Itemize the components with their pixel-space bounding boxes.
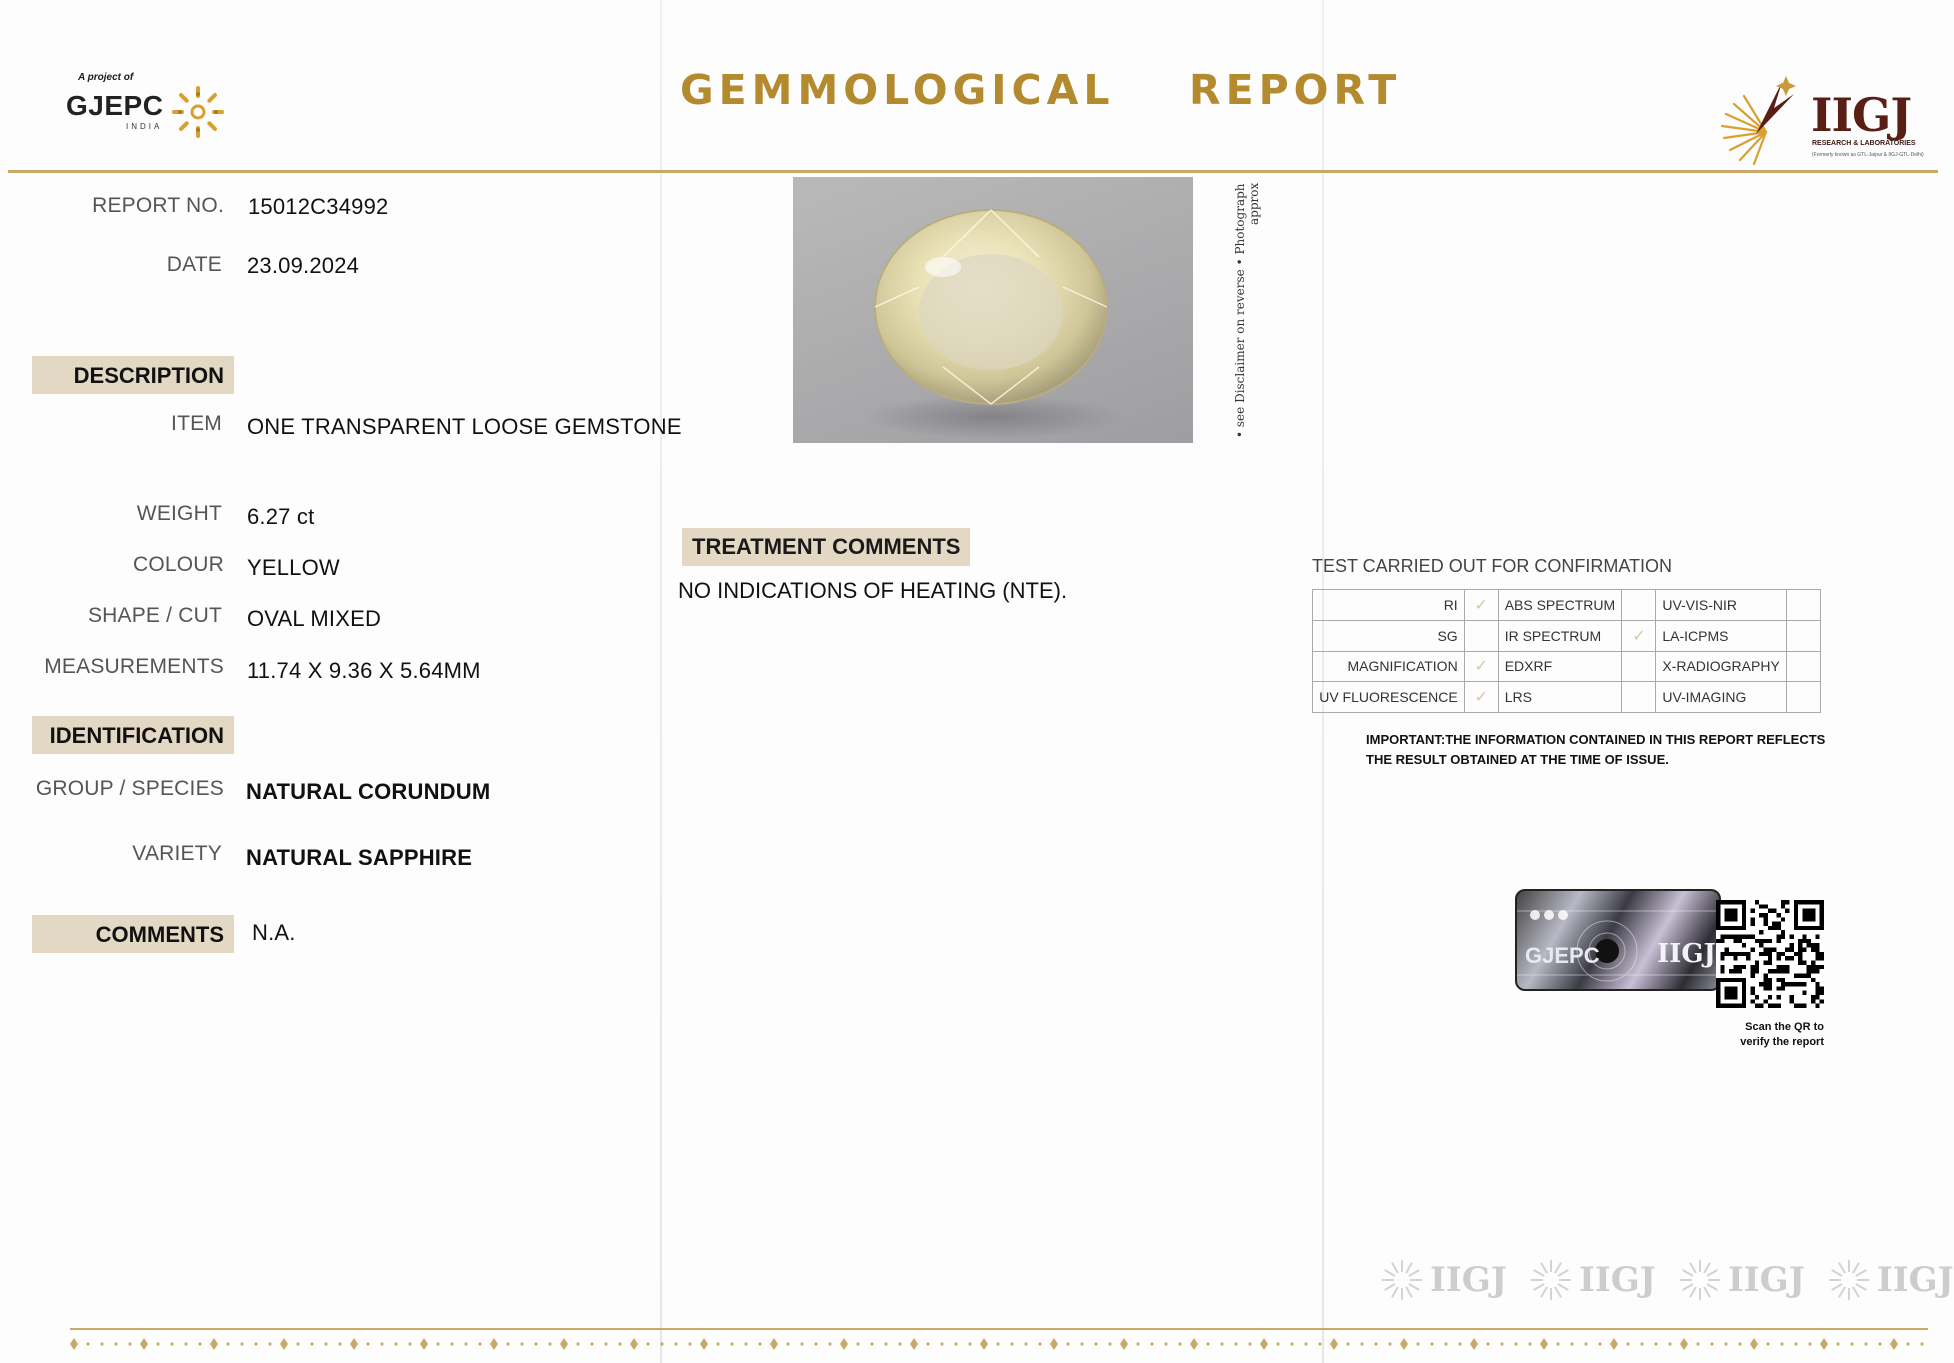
shape-value: OVAL MIXED — [247, 606, 382, 631]
sunburst-emblem-icon — [170, 84, 226, 140]
date-label: DATE — [166, 253, 222, 276]
gjepc-project-label: A project of — [78, 72, 134, 83]
date-value: 23.09.2024 — [247, 253, 360, 278]
footer-dot-border — [70, 1334, 1928, 1360]
verification-qr-code[interactable] — [1716, 900, 1824, 1008]
test-name: MAGNIFICATION — [1313, 651, 1465, 682]
test-name: EDXRF — [1498, 651, 1622, 682]
important-note — [1366, 730, 1826, 770]
star-burst-icon — [1716, 74, 1806, 164]
test-name: UV FLUORESCENCE — [1313, 682, 1465, 713]
item-value: ONE TRANSPARENT LOOSE GEMSTONE — [247, 414, 682, 439]
iigj-watermark-text: IIGJ — [1578, 1260, 1656, 1300]
gemstone-photo — [793, 177, 1193, 443]
iigj-watermark — [1529, 1258, 1656, 1302]
shape-label: SHAPE / CUT — [87, 604, 222, 627]
check-icon: ✓ — [1464, 590, 1498, 621]
tests-row — [1313, 682, 1821, 713]
star-burst-icon — [1827, 1258, 1871, 1302]
qr-caption-line1: Scan the QR to — [1745, 1021, 1824, 1033]
iigj-subtitle: RESEARCH & LABORATORIES — [1812, 140, 1916, 147]
tests-row — [1313, 651, 1821, 682]
check-icon — [1464, 620, 1498, 651]
tests-row — [1313, 620, 1821, 651]
test-name: LA-ICPMS — [1656, 620, 1787, 651]
test-name: RI — [1313, 590, 1465, 621]
iigj-watermark — [1380, 1258, 1507, 1302]
iigj-watermark — [1678, 1258, 1805, 1302]
hologram-iigj-text: IIGJ — [1657, 939, 1716, 969]
group-label: GROUP / SPECIES — [35, 777, 224, 800]
weight-label: WEIGHT — [136, 502, 222, 525]
paper-fold — [660, 0, 662, 1363]
gjepc-logo — [66, 72, 236, 144]
hologram-gjepc-text: GJEPC — [1525, 943, 1600, 968]
important-label: IMPORTANT: — [1366, 732, 1446, 747]
comments-heading: COMMENTS — [32, 915, 234, 953]
test-name: IR SPECTRUM — [1498, 620, 1622, 651]
test-name: SG — [1313, 620, 1465, 651]
check-cell — [1787, 590, 1821, 621]
report-no-value: 15012C34992 — [248, 194, 389, 219]
item-label: ITEM — [171, 412, 222, 435]
header-rule — [8, 170, 1938, 173]
iigj-logo — [1716, 74, 1930, 164]
treatment-value: NO INDICATIONS OF HEATING (NTE). — [678, 578, 1068, 603]
iigj-watermark — [1827, 1258, 1954, 1302]
star-burst-icon — [1380, 1258, 1424, 1302]
security-hologram — [1515, 889, 1721, 991]
check-icon: ✓ — [1464, 682, 1498, 713]
iigj-watermark-text: IIGJ — [1876, 1260, 1954, 1300]
test-name: UV-IMAGING — [1656, 682, 1787, 713]
group-value: NATURAL CORUNDUM — [246, 779, 491, 804]
gjepc-country: INDIA — [126, 122, 163, 131]
iigj-name: IIGJ — [1811, 88, 1912, 142]
weight-value: 6.27 ct — [247, 504, 315, 529]
tests-title: TEST CARRIED OUT FOR CONFIRMATION — [1312, 556, 1673, 576]
test-name: LRS — [1498, 682, 1622, 713]
colour-label: COLOUR — [132, 553, 224, 576]
report-title: GEMMOLOGICAL REPORT — [680, 66, 1402, 114]
check-icon — [1622, 590, 1656, 621]
check-icon: ✓ — [1464, 651, 1498, 682]
star-burst-icon — [1678, 1258, 1722, 1302]
qr-caption-line2: verify the report — [1740, 1036, 1824, 1048]
identification-heading: IDENTIFICATION — [32, 716, 234, 754]
tests-table — [1312, 589, 1821, 713]
test-name: ABS SPECTRUM — [1498, 590, 1622, 621]
check-cell — [1787, 620, 1821, 651]
colour-value: YELLOW — [247, 555, 340, 580]
check-cell — [1787, 651, 1821, 682]
tests-row — [1313, 590, 1821, 621]
variety-label: VARIETY — [132, 842, 222, 865]
check-icon — [1622, 682, 1656, 713]
important-text: THE INFORMATION CONTAINED IN THIS REPORT REFLECTS THE RESULT OBTAINED AT THE TIME OF ISSUE. — [1366, 732, 1826, 767]
variety-value: NATURAL SAPPHIRE — [246, 845, 473, 870]
photo-disclaimer: • see Disclaimer on reverse • Photograph approx — [1233, 183, 1261, 438]
footer-rule — [70, 1328, 1928, 1330]
test-name: X-RADIOGRAPHY — [1656, 651, 1787, 682]
measurements-label: MEASUREMENTS — [44, 655, 224, 678]
report-no-label: REPORT NO. — [92, 194, 224, 217]
iigj-watermark-text: IIGJ — [1727, 1260, 1805, 1300]
check-cell — [1787, 682, 1821, 713]
description-heading: DESCRIPTION — [32, 356, 234, 394]
gjepc-name: GJEPC — [66, 90, 164, 121]
check-icon — [1622, 651, 1656, 682]
test-name: UV-VIS-NIR — [1656, 590, 1787, 621]
iigj-watermark-text: IIGJ — [1430, 1260, 1507, 1300]
star-burst-icon — [1529, 1258, 1573, 1302]
check-icon: ✓ — [1622, 620, 1656, 651]
comments-value: N.A. — [252, 920, 296, 945]
iigj-note: (Formerly known as GTL-Jaipur & IIGJ-GTL-Delhi) — [1812, 152, 1924, 158]
iigj-watermarks — [1380, 1258, 1954, 1302]
qr-caption — [1728, 1020, 1824, 1050]
treatment-heading: TREATMENT COMMENTS — [682, 528, 970, 566]
measurements-value: 11.74 X 9.36 X 5.64MM — [247, 658, 481, 683]
